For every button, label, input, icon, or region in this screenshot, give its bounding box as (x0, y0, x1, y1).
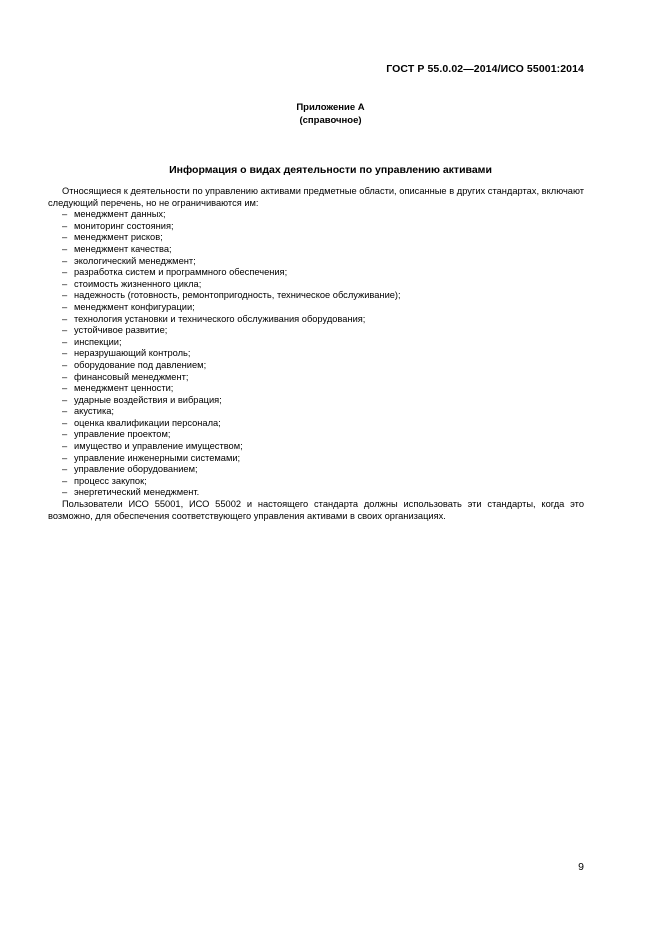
body-text (48, 186, 584, 522)
list-bullet: – (62, 417, 68, 428)
list-item-text: инспекции; (74, 336, 122, 347)
list-item-text: акустика; (74, 406, 115, 417)
list-item-text: ударные воздействия и вибрация; (74, 394, 222, 405)
list-item-text: энергетический менеджмент. (74, 487, 200, 498)
list-item (62, 429, 584, 441)
list-item-text: менеджмент данных; (74, 209, 166, 220)
list-item (62, 418, 584, 430)
list-item-text: финансовый менеджмент; (74, 371, 189, 382)
list-item (62, 244, 584, 256)
list-item-text: стоимость жизненного цикла; (74, 278, 202, 289)
list-item (62, 221, 584, 233)
list-bullet: – (62, 487, 68, 498)
list-item (62, 395, 584, 407)
annex-status: (справочное) (299, 115, 362, 126)
list-item (62, 325, 584, 337)
list-item-text: управление инженерными системами; (74, 452, 241, 463)
activity-list (48, 209, 584, 499)
list-item (62, 406, 584, 418)
list-item-text: разработка систем и программного обеспечения; (74, 267, 288, 278)
list-item-text: имущество и управление имуществом; (74, 441, 243, 452)
list-item (62, 476, 584, 488)
list-bullet: – (62, 336, 68, 347)
list-bullet: – (62, 464, 68, 475)
list-bullet: – (62, 429, 68, 440)
list-bullet: – (62, 255, 68, 266)
list-item (62, 464, 584, 476)
list-item (62, 487, 584, 499)
list-item-text: оценка квалификации персонала; (74, 417, 221, 428)
list-bullet: – (62, 383, 68, 394)
annex-title: Информация о видах деятельности по управлению активами (169, 164, 492, 176)
list-item (62, 267, 584, 279)
list-item-text: менеджмент рисков; (74, 232, 163, 243)
list-bullet: – (62, 267, 68, 278)
list-item-text: управление проектом; (74, 429, 171, 440)
list-item (62, 209, 584, 221)
list-item (62, 314, 584, 326)
list-bullet: – (62, 209, 68, 220)
list-item (62, 302, 584, 314)
closing-paragraph: Пользователи ИСО 55001, ИСО 55002 и настоящего стандарта должны использовать эти стандарты, когда это возможно, для обеспечения соответствующего управления активами в своих организациях. (48, 499, 584, 521)
list-bullet: – (62, 348, 68, 359)
list-item (62, 453, 584, 465)
list-item-text: мониторинг состояния; (74, 220, 174, 231)
annex-heading (0, 101, 661, 127)
list-bullet: – (62, 325, 68, 336)
list-item-text: менеджмент качества; (74, 243, 172, 254)
list-item (62, 348, 584, 360)
list-bullet: – (62, 406, 68, 417)
list-item (62, 232, 584, 244)
list-item (62, 256, 584, 268)
list-item (62, 441, 584, 453)
list-bullet: – (62, 475, 68, 486)
list-item-text: менеджмент конфигурации; (74, 301, 195, 312)
list-item (62, 279, 584, 291)
list-bullet: – (62, 394, 68, 405)
list-item-text: надежность (готовность, ремонтопригодность, техническое обслуживание); (74, 290, 401, 301)
list-item-text: технология установки и технического обслуживания оборудования; (74, 313, 366, 324)
list-item-text: устойчивое развитие; (74, 325, 168, 336)
list-item-text: экологический менеджмент; (74, 255, 196, 266)
list-item-text: оборудование под давлением; (74, 359, 207, 370)
list-item (62, 372, 584, 384)
list-bullet: – (62, 371, 68, 382)
list-bullet: – (62, 220, 68, 231)
list-bullet: – (62, 359, 68, 370)
list-item (62, 383, 584, 395)
document-code: ГОСТ Р 55.0.02—2014/ИСО 55001:2014 (386, 63, 584, 75)
list-item-text: менеджмент ценности; (74, 383, 174, 394)
list-bullet: – (62, 441, 68, 452)
intro-paragraph: Относящиеся к деятельности по управлению активами предметные области, описанные в других стандартах, включают следующий перечень, но не ограничиваются им: (48, 186, 584, 208)
page-number: 9 (578, 861, 584, 873)
list-bullet: – (62, 243, 68, 254)
list-item (62, 360, 584, 372)
list-bullet: – (62, 313, 68, 324)
list-bullet: – (62, 232, 68, 243)
annex-label: Приложение А (296, 102, 365, 113)
list-item-text: процесс закупок; (74, 475, 147, 486)
list-bullet: – (62, 290, 68, 301)
list-bullet: – (62, 301, 68, 312)
list-item-text: управление оборудованием; (74, 464, 198, 475)
list-item-text: неразрушающий контроль; (74, 348, 191, 359)
list-item (62, 290, 584, 302)
list-item (62, 337, 584, 349)
list-bullet: – (62, 278, 68, 289)
list-bullet: – (62, 452, 68, 463)
